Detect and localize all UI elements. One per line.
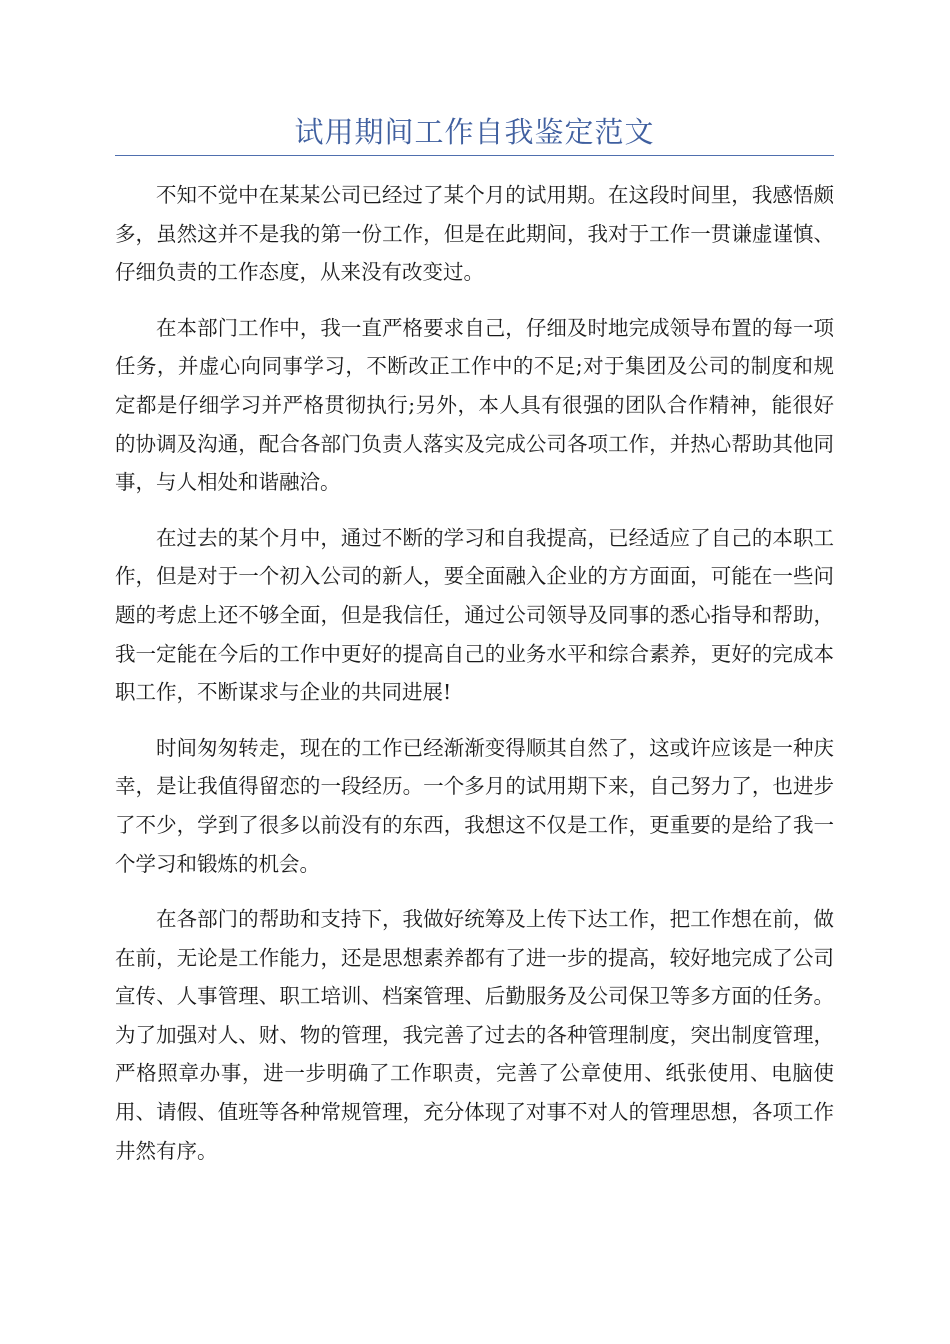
- paragraph-1: 不知不觉中在某某公司已经过了某个月的试用期。在这段时间里，我感悟颇多，虽然这并不是我的第一份工作，但是在此期间，我对于工作一贯谦虚谨慎、仔细负责的工作态度，从来没有改变过。: [115, 183, 834, 285]
- paragraph-3: 在过去的某个月中，通过不断的学习和自我提高，已经适应了自己的本职工作，但是对于一个初入公司的新人，要全面融入企业的方方面面，可能在一些问题的考虑上还不够全面，但是我信任，通过公司领导及同事的悉心指导和帮助，我一定能在今后的工作中更好的提高自己的业务水平和综合素养，更好的完成本职工作，不断谋求与企业的共同进展!: [115, 525, 834, 705]
- document-body: [115, 176, 834, 1187]
- paragraph-2: 在本部门工作中，我一直严格要求自己，仔细及时地完成领导布置的每一项任务，并虚心向同事学习，不断改正工作中的不足;对于集团及公司的制度和规定都是仔细学习并严格贯彻执行;另外，本人具有很强的团队合作精神，能很好的协调及沟通，配合各部门负责人落实及完成公司各项工作，并热心帮助其他同事，与人相处和谐融洽。: [115, 315, 834, 495]
- page-title: 试用期间工作自我鉴定范文: [294, 115, 655, 149]
- title-block: [115, 112, 834, 156]
- paragraph-4: 时间匆匆转走，现在的工作已经渐渐变得顺其自然了，这或许应该是一种庆幸，是让我值得留恋的一段经历。一个多月的试用期下来，自己努力了，也进步了不少，学到了很多以前没有的东西，我想这不仅是工作，更重要的是给了我一个学习和锻炼的机会。: [115, 735, 834, 876]
- paragraph-5: 在各部门的帮助和支持下，我做好统筹及上传下达工作，把工作想在前，做在前，无论是工作能力，还是思想素养都有了进一步的提高，较好地完成了公司宣传、人事管理、职工培训、档案管理、后勤服务及公司保卫等多方面的任务。为了加强对人、财、物的管理，我完善了过去的各种管理制度，突出制度管理，严格照章办事，进一步明确了工作职责，完善了公章使用、纸张使用、电脑使用、请假、值班等各种常规管理，充分体现了对事不对人的管理思想，各项工作井然有序。: [115, 907, 834, 1163]
